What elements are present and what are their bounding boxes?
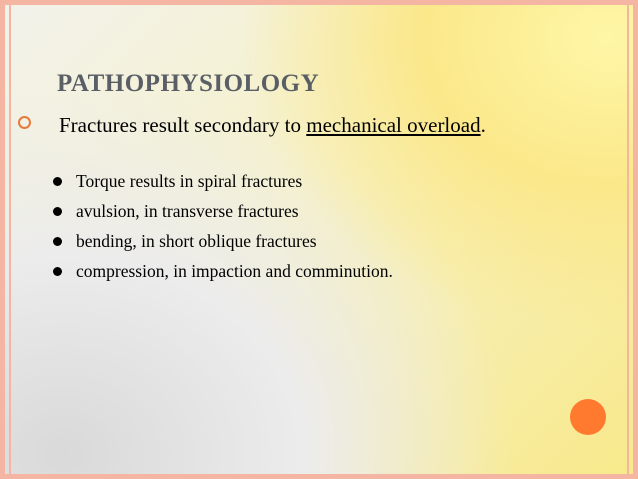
- ring-bullet-icon: [18, 116, 31, 129]
- border-right-inner: [627, 0, 629, 479]
- slide-title: PATHOPHYSIOLOGY: [57, 70, 320, 97]
- main-bullet-prefix: Fractures result secondary to: [59, 113, 307, 137]
- orange-circle-decoration: [570, 399, 606, 435]
- mechanical-overload-term: mechanical overload: [306, 113, 481, 137]
- list-item-text: avulsion, in transverse fractures: [76, 201, 299, 221]
- bullet-dot-icon: [53, 267, 62, 276]
- border-left-inner: [9, 0, 11, 479]
- bullet-dot-icon: [53, 207, 62, 216]
- list-item-text: compression, in impaction and comminution.: [76, 261, 393, 281]
- border-bottom: [0, 474, 638, 479]
- border-left: [0, 0, 5, 479]
- border-right: [633, 0, 638, 479]
- main-bullet-text: [54, 112, 564, 139]
- list-item-text: bending, in short oblique fractures: [76, 231, 317, 251]
- list-item-text: Torque results in spiral fractures: [76, 171, 303, 191]
- border-top: [0, 0, 638, 5]
- list-item: [50, 230, 570, 260]
- main-bullet-suffix: .: [480, 113, 486, 137]
- list-item: [50, 260, 570, 290]
- list-item: [50, 170, 570, 200]
- sub-bullet-list: [50, 170, 570, 290]
- bullet-dot-icon: [53, 177, 62, 186]
- bullet-dot-icon: [53, 237, 62, 246]
- list-item: [50, 200, 570, 230]
